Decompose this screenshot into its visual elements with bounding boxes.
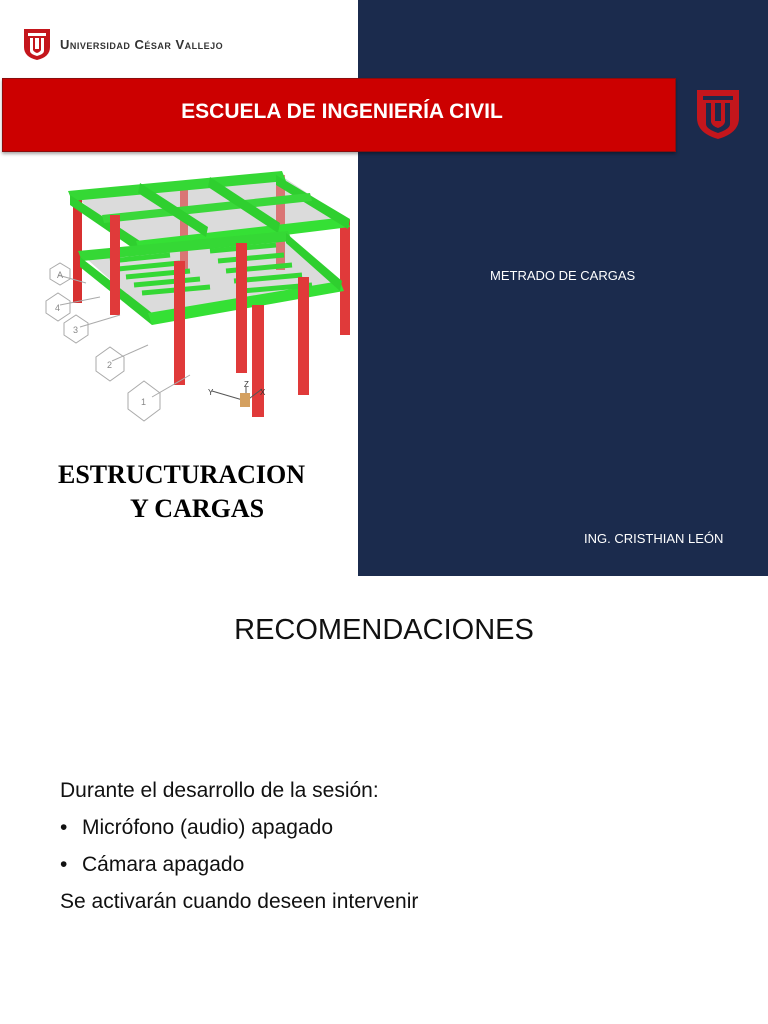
axis-label: Z — [244, 380, 249, 389]
grid-label: 3 — [73, 325, 79, 335]
university-shield-icon — [22, 27, 52, 61]
grid-label: 2 — [107, 360, 113, 370]
grid-label: 4 — [55, 303, 61, 313]
course-subtitle: METRADO DE CARGAS — [490, 268, 636, 283]
grid-label: 1 — [141, 397, 147, 407]
slide-title — [58, 458, 348, 526]
axis-label: X — [260, 388, 266, 397]
university-logo — [22, 26, 223, 62]
bullet-text: Cámara apagado — [82, 853, 245, 876]
title-line-2: Y CARGAS — [130, 494, 265, 523]
author-name: ING. CRISTHIAN LEÓN — [584, 531, 724, 546]
intro-text: Durante el desarrollo de la sesión: — [60, 779, 379, 802]
recommendations-body — [60, 772, 418, 920]
university-shield-icon — [695, 88, 741, 140]
recommendations-slide — [0, 576, 768, 1024]
school-banner — [2, 78, 676, 152]
bullet-text: Micrófono (audio) apagado — [82, 816, 333, 839]
grid-label: A — [57, 270, 64, 280]
structure-3d-model-image — [40, 165, 356, 435]
bullet-icon: • — [60, 853, 68, 876]
bullet-icon: • — [60, 816, 68, 839]
school-name: ESCUELA DE INGENIERÍA CIVIL — [181, 100, 503, 123]
list-item — [60, 846, 418, 883]
closing-text: Se activarán cuando deseen intervenir — [60, 890, 419, 913]
title-line-1: ESTRUCTURACION — [58, 460, 306, 489]
recommendations-title: RECOMENDACIONES — [234, 614, 534, 646]
axis-label: Y — [208, 388, 214, 397]
university-name: Universidad César Vallejo — [60, 36, 224, 52]
list-item — [60, 809, 418, 846]
